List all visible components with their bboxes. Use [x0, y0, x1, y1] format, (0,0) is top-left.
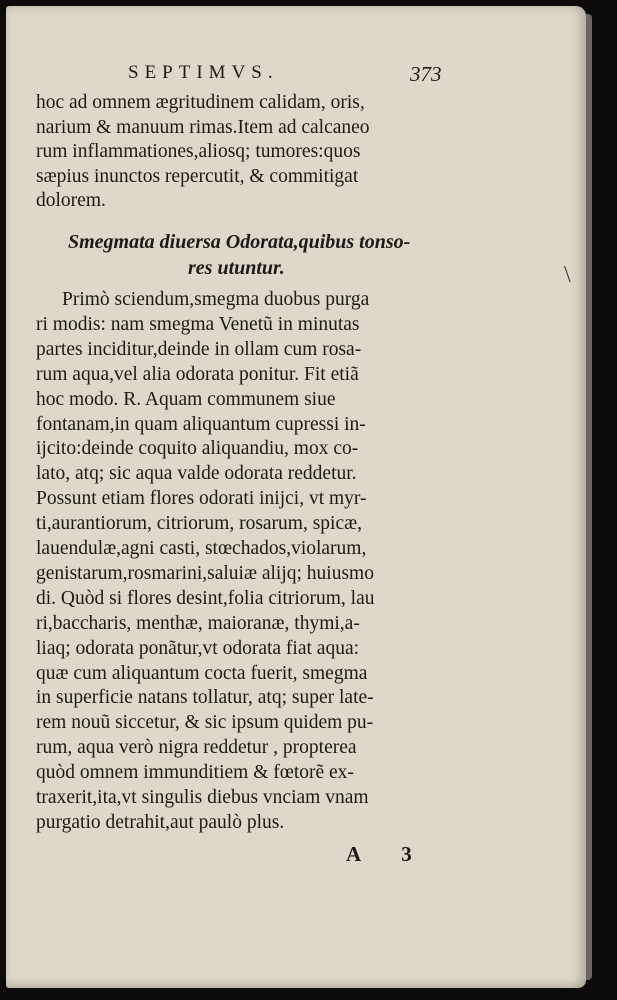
text-line: genistarum,rosmarini,saluiæ alijq; huiusmo: [36, 562, 374, 584]
heading-line: Smegmata diuersa Odorata,quibus tonso-: [68, 231, 411, 253]
text-line: lato, atq; sic aqua valde odorata reddetur.: [36, 463, 357, 485]
text-line: rum aqua,vel alia odorata ponitur. Fit etiã: [36, 363, 359, 385]
text-line: Possunt etiam flores odorati inijci, vt myr-: [36, 488, 367, 510]
text-line: liaq; odorata ponãtur,vt odorata fiat aqua:: [36, 637, 360, 659]
text-line: rum, aqua verò nigra reddetur , propterea: [36, 737, 357, 759]
margin-mark: \: [564, 262, 571, 288]
text-line: ri,baccharis, menthæ, maioranæ, thymi,a-: [36, 612, 360, 634]
text-line: purgatio detrahit,aut paulò plus.: [36, 811, 285, 833]
text-line: dolorem.: [36, 190, 106, 211]
page-number: 373: [410, 62, 442, 86]
text-line: sæpius inunctos repercutit, & commitigat: [36, 165, 359, 187]
text-line: rum inflammationes,aliosq; tumores:quos: [36, 141, 361, 162]
text-line: hoc modo. R. Aquam communem siue: [36, 388, 336, 410]
text-line: ijcito:deinde coquito aliquandiu, mox co-: [36, 438, 359, 460]
text-line: Primò sciendum,smegma duobus purga: [62, 289, 370, 310]
signature-mark: A 3: [346, 842, 430, 866]
page-edge: [586, 14, 592, 980]
text-line: quòd omnem immunditiem & fœtorẽ ex-: [36, 762, 354, 784]
text-line: partes inciditur,deinde in ollam cum rosa-: [36, 338, 362, 360]
running-head: SEPTIMVS.: [128, 62, 279, 83]
text-line: di. Quòd si flores desint,folia citriorum, lau: [36, 587, 375, 609]
text-line: lauendulæ,agni casti, stœchados,violarum,: [36, 538, 367, 559]
text-line: rem nouũ siccetur, & sic ipsum quidem pu-: [36, 712, 374, 734]
text-line: hoc ad omnem ægritudinem calidam, oris,: [36, 92, 365, 113]
text-line: ri modis: nam smegma Venetũ in minutas: [36, 313, 360, 335]
text-line: ti,aurantiorum, citriorum, rosarum, spicæ,: [36, 513, 363, 535]
text-line: fontanam,in quam aliquantum cupressi in-: [36, 413, 366, 435]
text-line: traxerit,ita,vt singulis diebus vnciam vnam: [36, 787, 369, 808]
text-line: quæ cum aliquantum cocta fuerit, smegma: [36, 662, 368, 684]
text-line: narium & manuum rimas.Item ad calcaneo: [36, 116, 370, 138]
heading-line: res utuntur.: [188, 257, 285, 279]
text-line: in superficie natans tollatur, atq; super late-: [36, 687, 374, 709]
